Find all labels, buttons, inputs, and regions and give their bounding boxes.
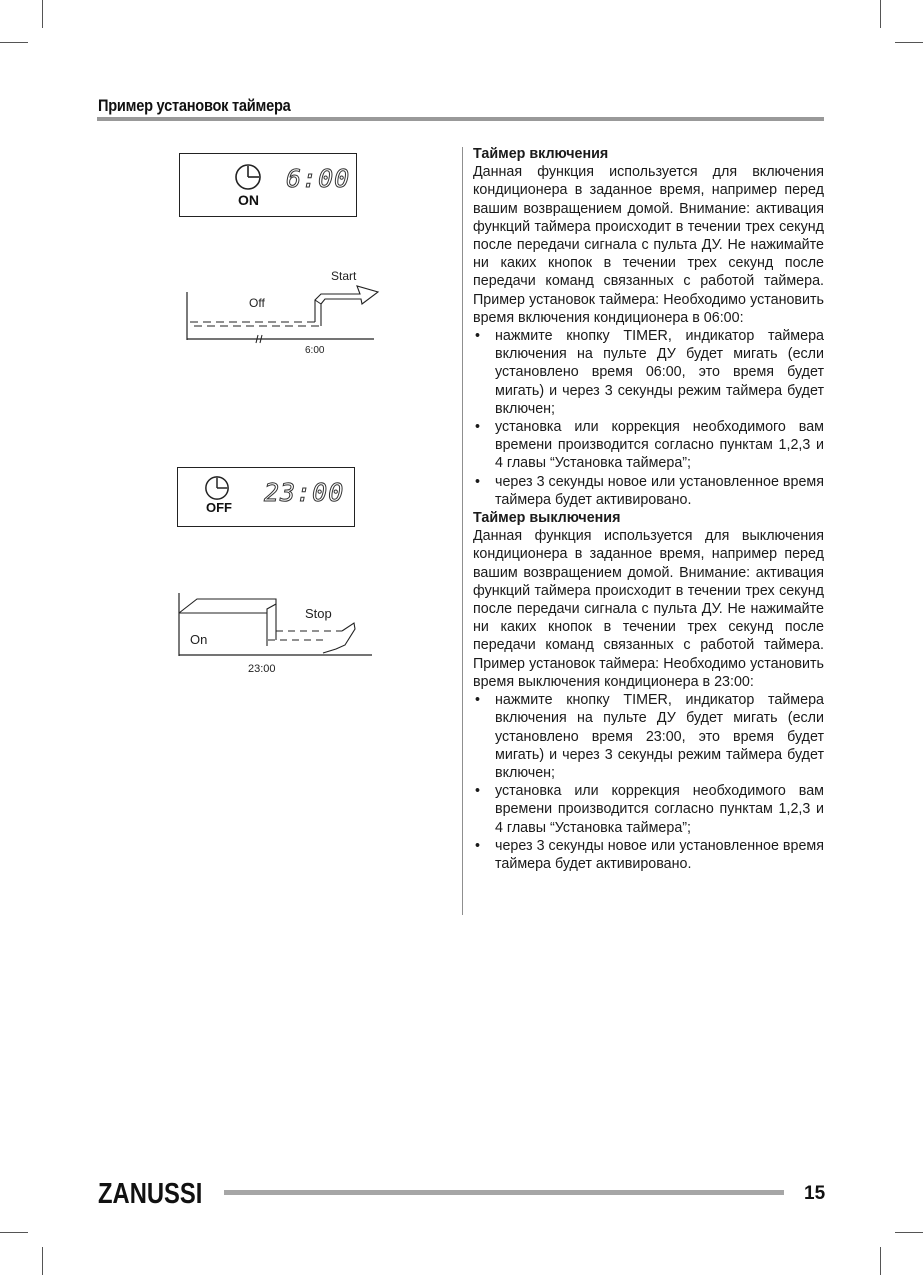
list-item: • через 3 секунды новое или установленное время таймера будет активировано. [473,473,824,509]
section-heading: Таймер включения [473,146,609,162]
section-heading: Таймер выключения [473,510,621,527]
list-item: • установка или коррекция необходимого вам времени производится согласно пунктам 1,2,3 и 4 главы “Установка таймера”; [473,782,824,837]
clock-icon [204,475,230,501]
crop-mark [895,1232,923,1233]
timer-on-display [179,153,357,217]
list-item: • через 3 секунды новое или установленное время таймера будет активировано. [473,837,824,873]
list-item: • нажмите кнопку TIMER, индикатор таймера включения на пульте ДУ будет мигать (если установлено время 06:00, это время будет мигать) и через 3 секунды режим таймера будет включен; [473,327,824,418]
text-column [473,145,824,873]
crop-mark [895,42,923,43]
bullet-list [473,327,824,509]
chart-start-label: Start [331,269,357,283]
list-item: • установка или коррекция необходимого вам времени производится согласно пунктам 1,2,3 и 4 главы “Установка таймера”; [473,418,824,473]
crop-mark [0,42,28,43]
section-body: Данная функция используется для включения кондиционера в заданное время, например перед вашим возвращением домой. Внимание: активация функций таймера происходит в течении трех секунд после передачи сигнала с пульта ДУ. Не нажимайте ни каких кнопок в течении трех секунд после передачи команд связанных с работой таймера. Пример установок таймера: Необходимо установить время включения кондиционера в 06:00: [473,164,824,326]
chart-off-label: Off [249,296,265,310]
section-body: Данная функция используется для выключения кондиционера в заданное время, например перед вашим возвращением домой. Внимание: активация функций таймера происходит в течении трех секунд после передачи сигнала с пульта ДУ. Не нажимайте ни каких кнопок в течении трех секунд после передачи команд связанных с работой таймера. Пример установок таймера: Необходимо установить время выключения кондиционера в 23:00: [473,528,824,690]
page-number: 15 [804,1183,826,1204]
brand-logo: ZANUSSI [98,1178,203,1210]
chart-stop-label: Stop [305,606,332,621]
list-item: • нажмите кнопку TIMER, индикатор таймера включения на пульте ДУ будет мигать (если установлено время 23:00, это время будет мигать) и через 3 секунды режим таймера будет включен; [473,691,824,782]
column-divider [462,147,463,915]
bullet-list [473,691,824,873]
timer-time-display: 6:00 [286,164,351,193]
crop-mark [880,0,881,28]
crop-mark [0,1232,28,1233]
timer-off-chart [172,585,377,665]
crop-mark [880,1247,881,1275]
chart-on-label: On [190,632,208,647]
timer-time-display: 23:00 [264,478,345,507]
footer-rule [224,1190,784,1195]
page-title: Пример установок таймера [98,96,291,115]
chart-time-label: 23:00 [248,663,276,675]
mode-off-label: OFF [206,500,232,515]
mode-on-label: ON [238,192,259,208]
crop-mark [42,0,43,28]
clock-icon [234,163,262,191]
crop-mark [42,1247,43,1275]
title-rule [97,117,824,121]
timer-off-display [177,467,355,527]
chart-time-label: 6:00 [305,345,325,356]
